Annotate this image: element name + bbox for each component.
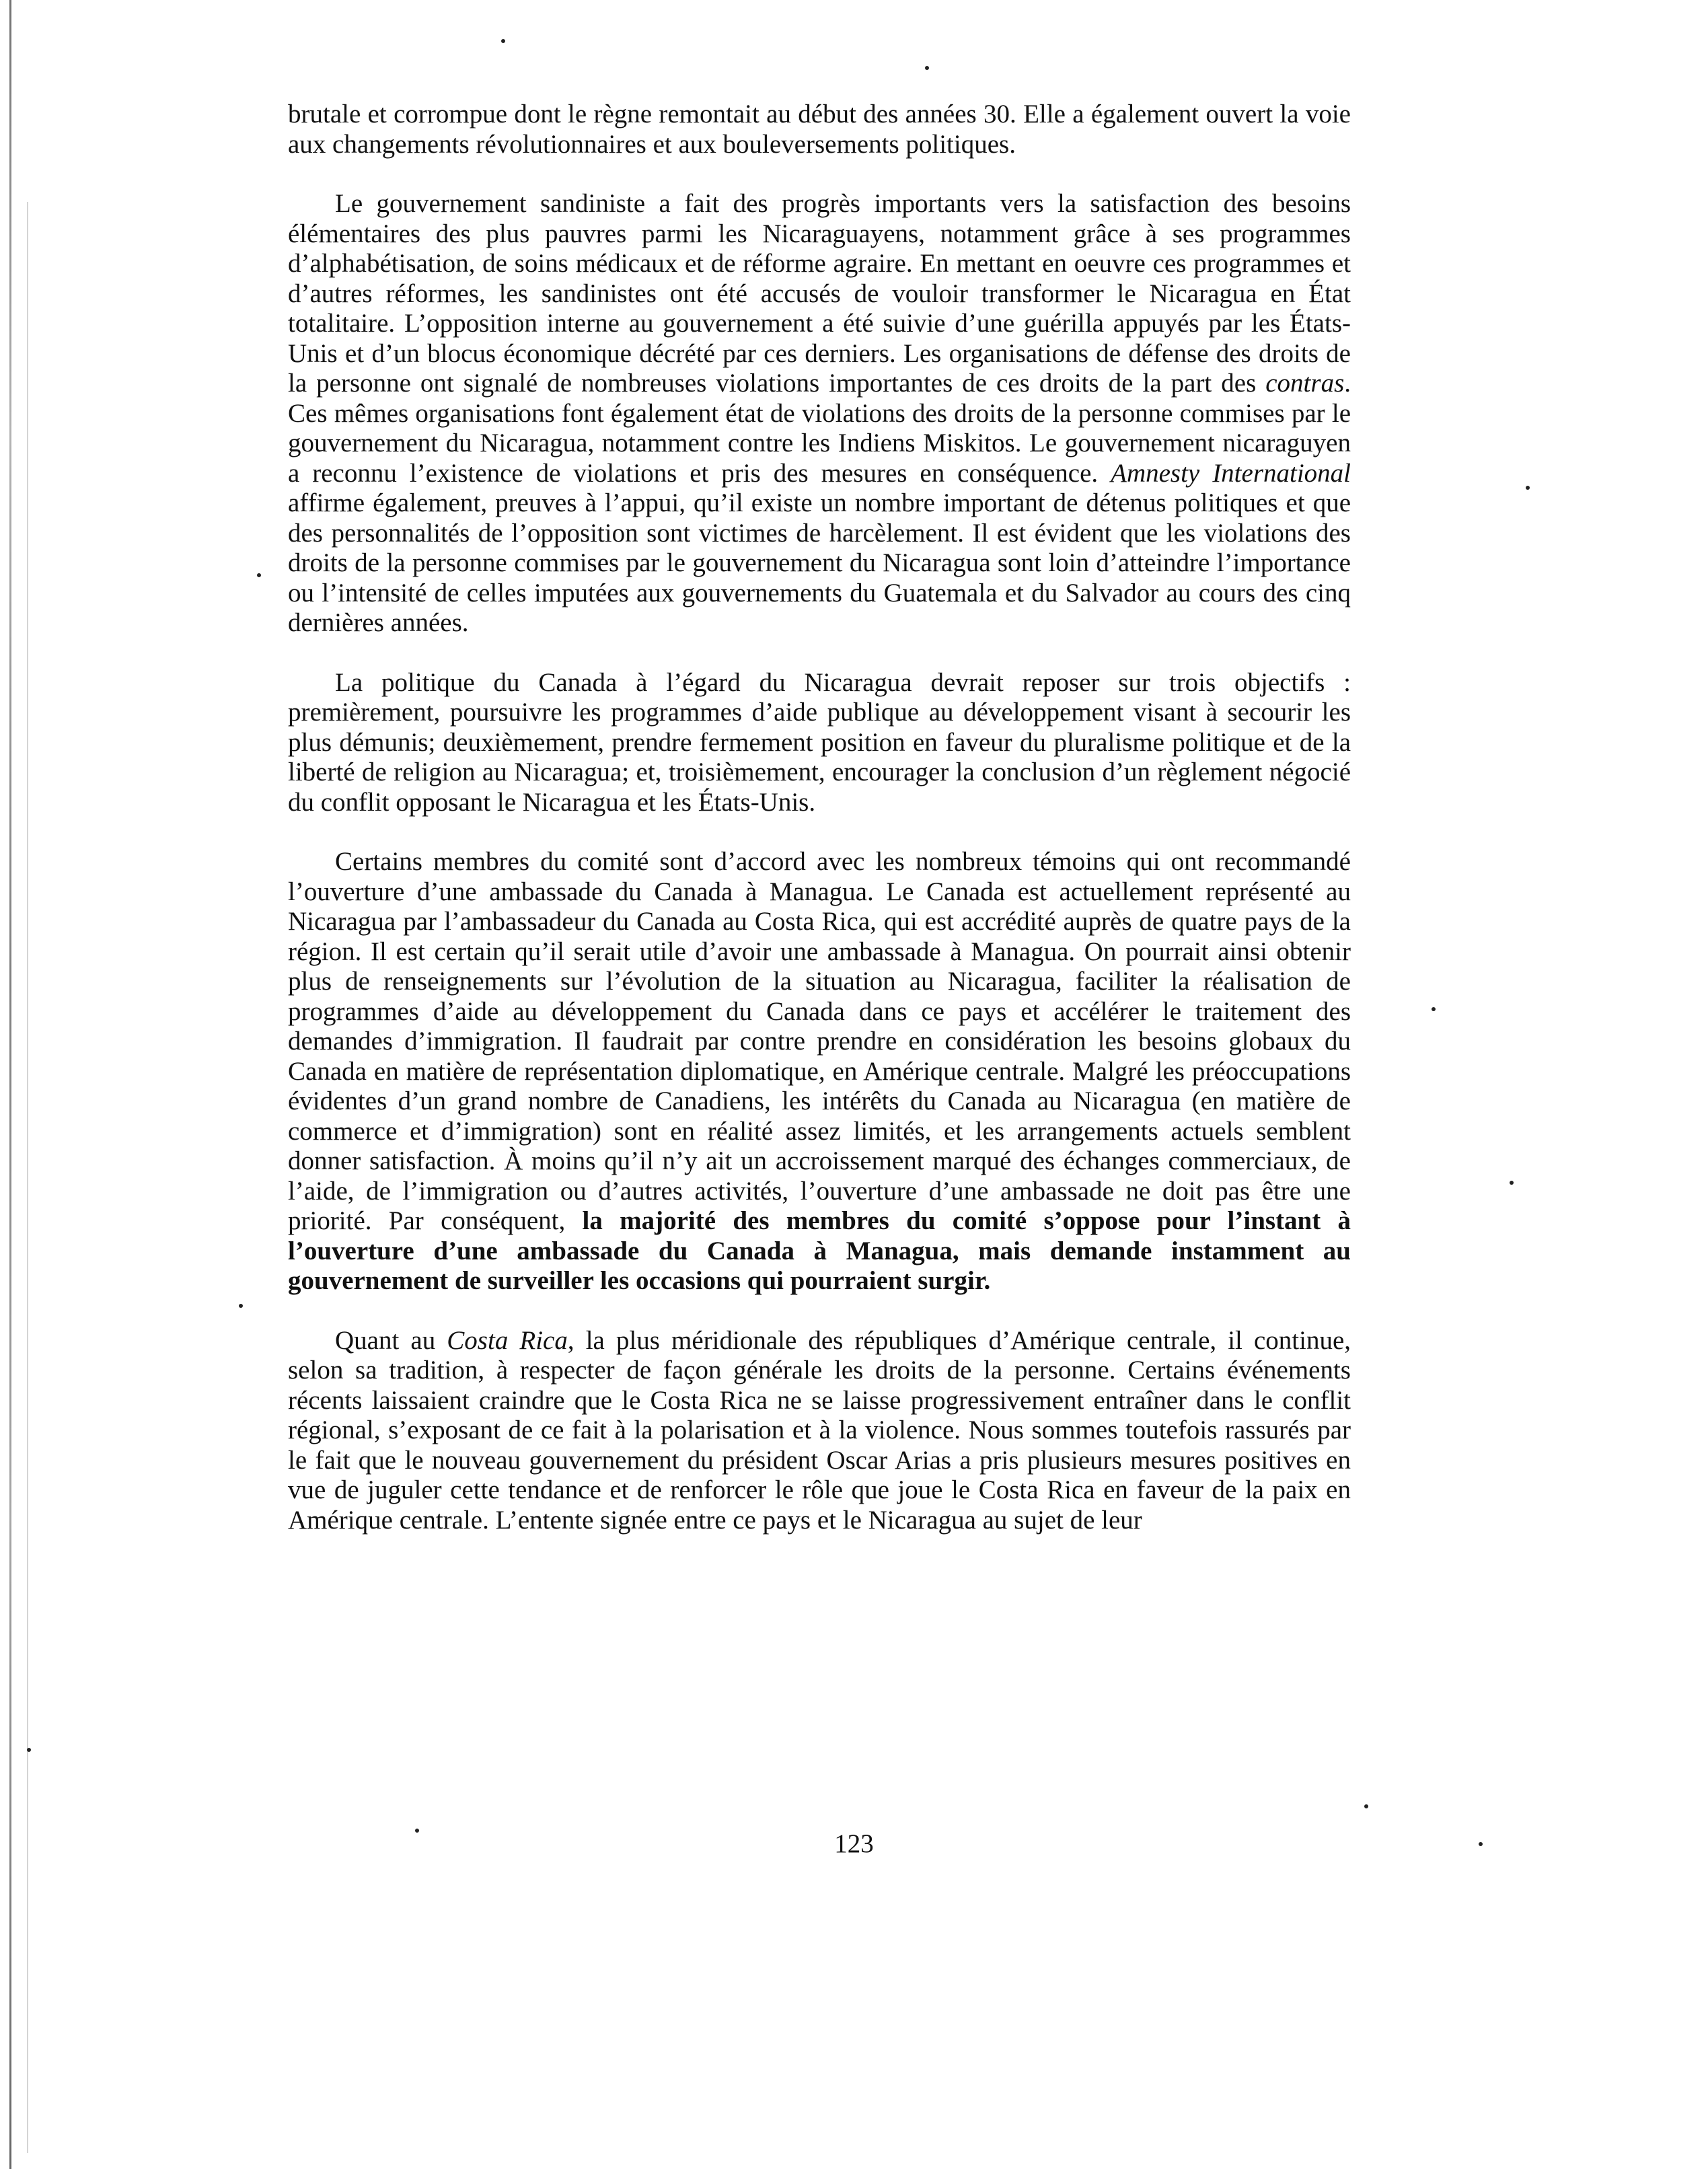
paragraph-1 [288, 100, 1351, 159]
italic-term-amnesty: Amnesty International [1111, 458, 1351, 488]
scan-speck [925, 66, 929, 70]
paragraph-2-text-b: . Ces mêmes organisations font également état de violations des droits de la personne commises par le gouvernement du Nicaragua, notamment contre les Indiens Miskitos. Le gouvernement nicaraguyen a reconnu l’existence de violations et pris des mesures en conséquence. [288, 369, 1351, 488]
scan-edge-line [27, 202, 28, 2153]
page-number: 123 [834, 1829, 874, 1858]
paragraph-2-text-a: Le gouvernement sandiniste a fait des progrès importants vers la satisfaction des besoins élémentaires des plus pauvres parmi les Nicaraguayens, notamment grâce à ses programmes d’alphabétisation, de soins médicaux et de réforme agraire. En mettant en oeuvre ces programmes et d’autres réformes, les sandinistes ont été accusés de vouloir transformer le Nicaragua en État totalitaire. L’opposition interne au gouvernement a été suivie d’une guérilla appuyés par les États-Unis et d’un blocus économique décrété par ces derniers. Les organisations de défense des droits de la personne ont signalé de nombreuses violations importantes de ces droits de la part des [288, 189, 1351, 398]
scan-speck [239, 1304, 243, 1308]
paragraph-3-text: La politique du Canada à l’égard du Nicaragua devrait reposer sur trois objectifs : premièrement, poursuivre les programmes d’aide publique au développement visant à secourir les plus démunis; deuxièmement, prendre fermement position en faveur du pluralisme politique et de la liberté de religion au Nicaragua; et, troisièmement, encourager la conclusion d’un règlement négocié du conflit opposant le Nicaragua et les États-Unis. [288, 667, 1351, 817]
paragraph-5 [288, 1326, 1351, 1536]
italic-term-contras: contras [1265, 369, 1345, 398]
scan-speck [257, 573, 261, 577]
scan-speck [1510, 1181, 1514, 1185]
paragraph-3 [288, 668, 1351, 818]
scan-speck [27, 1748, 31, 1752]
paragraph-4 [288, 847, 1351, 1296]
paragraph-4-text: Certains membres du comité sont d’accord avec les nombreux témoins qui ont recommandé l’ouverture d’une ambassade du Canada à Managua. Le Canada est actuellement représenté au Nicaragua par l’ambassadeur du Canada au Costa Rica, qui est accrédité auprès de quatre pays de la région. Il est certain qu’il serait utile d’avoir une ambassade à Managua. On pourrait ainsi obtenir plus de renseignements sur l’évolution de la situation au Nicaragua, faciliter la réalisation de programmes d’aide au développement du Canada dans ce pays et accélérer le traitement des demandes d’immigration. Il faudrait par contre prendre en considération les besoins globaux du Canada en matière de représentation diplomatique, en Amérique centrale. Malgré les préoccupations évidentes d’un grand nombre de Canadiens, les intérêts du Canada au Nicaragua (en matière de commerce et d’immigration) sont en réalité assez limités, et les arrangements actuels semblent donner satisfaction. À moins qu’il n’y ait un accroissement marqué des échanges commerciaux, de l’aide, de l’immigration ou d’autres activités, l’ouverture d’une ambassade ne doit pas être une priorité. Par conséquent, [288, 847, 1351, 1235]
scan-speck [501, 39, 505, 43]
paragraph-5-text-b: , la plus méridionale des républiques d’Amérique centrale, il continue, selon sa tradition, à respecter de façon générale les droits de la personne. Certains événements récents laissaient craindre que le Costa Rica ne se laisse progressivement entraîner dans le conflit régional, s’exposant de ce fait à la polarisation et à la violence. Nous sommes toutefois rassurés par le fait que le nouveau gouvernement du président Oscar Arias a pris plusieurs mesures positives en vue de juguler cette tendance et de renforcer le rôle que joue le Costa Rica en faveur de la paix en Amérique centrale. L’entente signée entre ce pays et le Nicaragua au sujet de leur [288, 1325, 1351, 1535]
paragraph-1-text: brutale et corrompue dont le règne remontait au début des années 30. Elle a également ouvert la voie aux changements révolutionnaires et aux bouleversements politiques. [288, 100, 1351, 159]
scan-speck [1526, 486, 1530, 490]
scan-speck [1364, 1804, 1368, 1808]
paragraph-5-text-a: Quant au [335, 1325, 447, 1355]
document-body [288, 100, 1351, 1535]
recommendation-bold: la majorité des membres du comité s’oppose pour l’instant à l’ouverture d’une ambassade du Canada à Managua, mais demande instamment au gouvernement de surveiller les occasions qui pourraient surgir. [288, 1206, 1351, 1295]
paragraph-2 [288, 189, 1351, 638]
italic-term-costa-rica: Costa Rica [447, 1325, 568, 1355]
scan-speck [1432, 1007, 1436, 1011]
paragraph-2-text-c: affirme également, preuves à l’appui, qu’il existe un nombre important de détenus politiques et que des personnalités de l’opposition sont victimes de harcèlement. Il est évident que les violations des droits de la personne commises par le gouvernement du Nicaragua sont loin d’atteindre l’importance ou l’intensité de celles imputées aux gouvernements du Guatemala et du Salvador au cours des cinq dernières années. [288, 488, 1351, 637]
